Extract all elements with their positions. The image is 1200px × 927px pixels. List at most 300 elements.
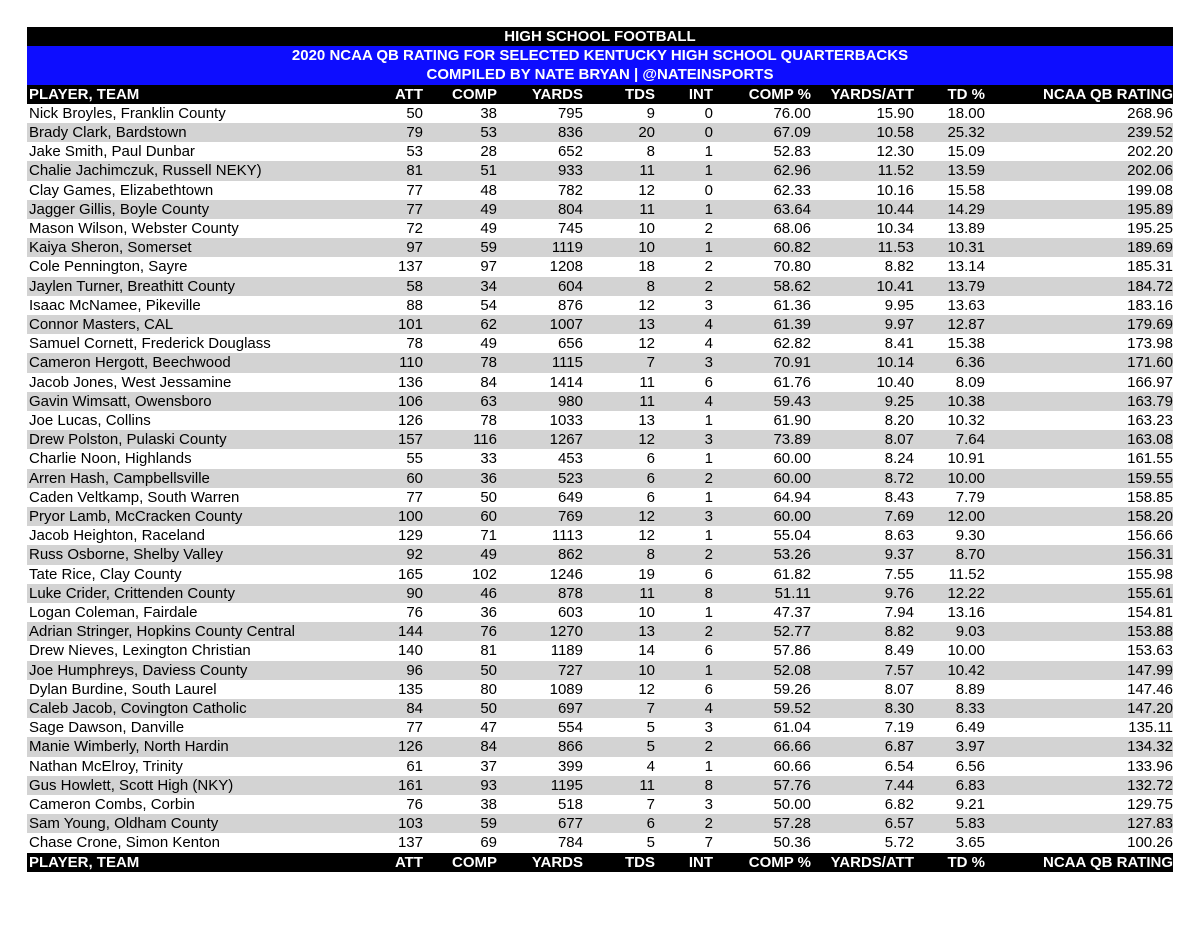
cell-att: 136 xyxy=(397,373,423,391)
cell-att: 53 xyxy=(406,143,423,161)
cell-td-pct: 13.79 xyxy=(914,277,985,296)
cell-td-pct: 3.97 xyxy=(914,737,985,756)
cell-int: 3 xyxy=(655,353,713,372)
cell-ncaa-qb-rating: 147.46 xyxy=(1127,680,1173,698)
cell-player-team: Adrian Stringer, Hopkins County Central xyxy=(27,622,357,641)
cell-comp: 37 xyxy=(480,757,497,775)
footer-column-header-comp-pct: COMP % xyxy=(713,853,811,872)
cell-ncaa-qb-rating: 195.25 xyxy=(1127,219,1173,237)
cell-tds: 11 xyxy=(583,584,655,603)
cell-comp: 54 xyxy=(480,296,497,314)
cell-int: 6 xyxy=(704,373,713,391)
cell-int: 2 xyxy=(655,622,713,641)
cell-comp-pct: 60.66 xyxy=(773,757,811,775)
table-body xyxy=(27,104,1173,853)
cell-comp: 62 xyxy=(423,315,497,334)
cell-int: 0 xyxy=(655,123,713,142)
cell-tds: 12 xyxy=(583,507,655,526)
cell-comp: 78 xyxy=(480,412,497,430)
cell-tds: 8 xyxy=(646,143,655,161)
cell-att: 90 xyxy=(357,584,423,603)
cell-int: 2 xyxy=(704,219,713,237)
cell-comp-pct: 62.82 xyxy=(773,335,811,353)
cell-ncaa-qb-rating: 129.75 xyxy=(1127,796,1173,814)
cell-yards-per-att: 11.52 xyxy=(811,161,914,180)
cell-tds: 12 xyxy=(638,335,655,353)
cell-tds: 11 xyxy=(583,392,655,411)
cell-player-team: Luke Crider, Crittenden County xyxy=(27,584,357,603)
cell-att: 76 xyxy=(406,796,423,814)
cell-comp: 38 xyxy=(480,104,497,122)
cell-att: 84 xyxy=(357,699,423,718)
cell-int: 6 xyxy=(704,642,713,660)
cell-comp: 116 xyxy=(423,430,497,449)
cell-yards: 604 xyxy=(497,277,583,296)
cell-tds: 9 xyxy=(646,104,655,122)
stats-sheet xyxy=(27,27,1173,872)
cell-yards: 1208 xyxy=(549,258,583,276)
cell-comp-pct: 52.83 xyxy=(773,143,811,161)
cell-comp: 76 xyxy=(423,622,497,641)
cell-tds: 10 xyxy=(638,604,655,622)
cell-player-team: Nick Broyles, Franklin County xyxy=(29,104,226,122)
cell-comp: 51 xyxy=(423,161,497,180)
cell-yards-per-att: 5.72 xyxy=(884,834,914,852)
cell-comp-pct: 62.96 xyxy=(713,161,811,180)
cell-yards: 836 xyxy=(497,123,583,142)
cell-ncaa-qb-rating: 156.31 xyxy=(985,545,1173,564)
cell-int: 3 xyxy=(655,430,713,449)
cell-ncaa-qb-rating: 163.23 xyxy=(1127,412,1173,430)
cell-yards-per-att: 8.20 xyxy=(884,412,914,430)
cell-player-team: Dylan Burdine, South Laurel xyxy=(29,680,217,698)
cell-tds: 14 xyxy=(638,642,655,660)
cell-player-team: Jake Smith, Paul Dunbar xyxy=(29,143,195,161)
cell-tds: 8 xyxy=(583,545,655,564)
cell-int: 8 xyxy=(655,776,713,795)
cell-int: 0 xyxy=(704,104,713,122)
cell-int: 1 xyxy=(704,488,713,506)
column-header-tds: TDS xyxy=(583,85,655,104)
cell-player-team: Russ Osborne, Shelby Valley xyxy=(27,545,357,564)
cell-att: 129 xyxy=(397,527,423,545)
cell-td-pct: 9.21 xyxy=(955,796,985,814)
cell-int: 1 xyxy=(704,527,713,545)
cell-td-pct: 10.38 xyxy=(914,392,985,411)
cell-player-team: Sam Young, Oldham County xyxy=(27,814,357,833)
cell-int: 2 xyxy=(655,469,713,488)
cell-player-team: Jagger Gillis, Boyle County xyxy=(27,200,357,219)
cell-att: 50 xyxy=(406,104,423,122)
table-row xyxy=(27,315,1173,334)
cell-yards-per-att: 12.30 xyxy=(876,143,914,161)
cell-tds: 13 xyxy=(583,622,655,641)
cell-int: 1 xyxy=(655,238,713,257)
cell-ncaa-qb-rating: 158.85 xyxy=(1127,488,1173,506)
cell-att: 106 xyxy=(357,392,423,411)
cell-tds: 12 xyxy=(638,680,655,698)
cell-att: 144 xyxy=(357,622,423,641)
cell-tds: 4 xyxy=(646,757,655,775)
cell-comp-pct: 66.66 xyxy=(713,737,811,756)
cell-att: 61 xyxy=(406,757,423,775)
cell-tds: 12 xyxy=(638,527,655,545)
cell-ncaa-qb-rating: 100.26 xyxy=(1127,834,1173,852)
cell-td-pct: 8.09 xyxy=(955,373,985,391)
cell-comp-pct: 47.37 xyxy=(773,604,811,622)
sheet-subtitle: 2020 NCAA QB RATING FOR SELECTED KENTUCKY HIGH SCHOOL QUARTERBACKS xyxy=(27,46,1173,65)
cell-comp-pct: 67.09 xyxy=(713,123,811,142)
cell-tds: 8 xyxy=(583,277,655,296)
cell-player-team: Jacob Jones, West Jessamine xyxy=(29,373,232,391)
cell-ncaa-qb-rating: 183.16 xyxy=(1127,296,1173,314)
cell-tds: 10 xyxy=(583,661,655,680)
table-row xyxy=(27,161,1173,180)
cell-att: 79 xyxy=(357,123,423,142)
cell-yards-per-att: 8.24 xyxy=(884,450,914,468)
cell-tds: 11 xyxy=(583,161,655,180)
cell-ncaa-qb-rating: 133.96 xyxy=(1127,757,1173,775)
cell-int: 0 xyxy=(704,181,713,199)
cell-att: 97 xyxy=(357,238,423,257)
cell-tds: 11 xyxy=(583,200,655,219)
cell-player-team: Cameron Hergott, Beechwood xyxy=(27,353,357,372)
cell-comp: 93 xyxy=(423,776,497,795)
cell-comp-pct: 61.90 xyxy=(773,412,811,430)
cell-comp: 34 xyxy=(423,277,497,296)
cell-ncaa-qb-rating: 202.20 xyxy=(1127,143,1173,161)
cell-att: 77 xyxy=(357,200,423,219)
cell-td-pct: 10.32 xyxy=(947,412,985,430)
cell-tds: 5 xyxy=(583,737,655,756)
cell-att: 81 xyxy=(357,161,423,180)
cell-ncaa-qb-rating: 158.20 xyxy=(985,507,1173,526)
cell-comp: 49 xyxy=(423,545,497,564)
cell-yards-per-att: 10.16 xyxy=(876,181,914,199)
column-header-player-team: PLAYER, TEAM xyxy=(27,85,357,104)
table-row xyxy=(27,641,1173,660)
sheet-credit: COMPILED BY NATE BRYAN | @NATEINSPORTS xyxy=(27,65,1173,84)
cell-yards: 453 xyxy=(557,450,583,468)
cell-player-team: Chalie Jachimczuk, Russell NEKY) xyxy=(27,161,357,180)
cell-td-pct: 13.14 xyxy=(947,258,985,276)
cell-td-pct: 6.56 xyxy=(955,757,985,775)
cell-td-pct: 12.22 xyxy=(914,584,985,603)
cell-tds: 12 xyxy=(638,296,655,314)
cell-yards: 399 xyxy=(557,757,583,775)
cell-yards-per-att: 7.94 xyxy=(884,604,914,622)
cell-comp-pct: 73.89 xyxy=(713,430,811,449)
cell-int: 1 xyxy=(704,143,713,161)
cell-player-team: Brady Clark, Bardstown xyxy=(27,123,357,142)
cell-td-pct: 13.16 xyxy=(947,604,985,622)
cell-comp-pct: 64.94 xyxy=(773,488,811,506)
cell-player-team: Logan Coleman, Fairdale xyxy=(29,604,198,622)
table-row xyxy=(27,123,1173,142)
cell-comp: 71 xyxy=(480,527,497,545)
table-row xyxy=(27,392,1173,411)
cell-tds: 13 xyxy=(638,412,655,430)
footer-column-header-tds: TDS xyxy=(583,853,655,872)
cell-ncaa-qb-rating: 163.08 xyxy=(985,430,1173,449)
cell-att: 77 xyxy=(406,719,423,737)
cell-player-team: Jacob Heighton, Raceland xyxy=(29,527,205,545)
cell-ncaa-qb-rating: 202.06 xyxy=(985,161,1173,180)
cell-comp-pct: 63.64 xyxy=(713,200,811,219)
cell-int: 3 xyxy=(655,507,713,526)
cell-yards-per-att: 6.54 xyxy=(884,757,914,775)
cell-yards-per-att: 8.82 xyxy=(811,622,914,641)
cell-td-pct: 12.00 xyxy=(914,507,985,526)
cell-player-team: Drew Nieves, Lexington Christian xyxy=(29,642,251,660)
column-header-comp-pct: COMP % xyxy=(713,85,811,104)
cell-yards: 1414 xyxy=(549,373,583,391)
table-row xyxy=(27,507,1173,526)
cell-ncaa-qb-rating: 161.55 xyxy=(1127,450,1173,468)
table-row xyxy=(27,449,1173,468)
cell-td-pct: 7.64 xyxy=(914,430,985,449)
cell-att: 140 xyxy=(397,642,423,660)
cell-yards: 795 xyxy=(557,104,583,122)
cell-ncaa-qb-rating: 173.98 xyxy=(1127,335,1173,353)
table-row xyxy=(27,718,1173,737)
cell-yards-per-att: 10.58 xyxy=(811,123,914,142)
cell-comp: 47 xyxy=(480,719,497,737)
column-header-yards-per-att: YARDS/ATT xyxy=(811,85,914,104)
cell-td-pct: 13.63 xyxy=(947,296,985,314)
cell-ncaa-qb-rating: 166.97 xyxy=(1127,373,1173,391)
cell-comp-pct: 57.28 xyxy=(713,814,811,833)
cell-yards: 866 xyxy=(497,737,583,756)
cell-yards: 1189 xyxy=(550,642,583,660)
cell-td-pct: 10.31 xyxy=(914,238,985,257)
table-row xyxy=(27,181,1173,200)
cell-comp: 48 xyxy=(480,181,497,199)
cell-player-team: Chase Crone, Simon Kenton xyxy=(29,834,220,852)
cell-tds: 11 xyxy=(583,776,655,795)
cell-player-team: Drew Polston, Pulaski County xyxy=(27,430,357,449)
cell-td-pct: 14.29 xyxy=(914,200,985,219)
cell-yards: 656 xyxy=(557,335,583,353)
cell-yards: 727 xyxy=(497,661,583,680)
cell-tds: 5 xyxy=(646,719,655,737)
cell-td-pct: 3.65 xyxy=(955,834,985,852)
table-row xyxy=(27,584,1173,603)
cell-int: 7 xyxy=(704,834,713,852)
cell-comp: 49 xyxy=(480,219,497,237)
column-header-row xyxy=(27,85,1173,104)
cell-att: 101 xyxy=(357,315,423,334)
cell-comp-pct: 70.80 xyxy=(773,258,811,276)
cell-td-pct: 6.36 xyxy=(914,353,985,372)
table-row xyxy=(27,373,1173,392)
footer-column-header-att: ATT xyxy=(357,853,423,872)
cell-td-pct: 9.03 xyxy=(914,622,985,641)
cell-yards-per-att: 10.41 xyxy=(811,277,914,296)
cell-att: 76 xyxy=(406,604,423,622)
cell-ncaa-qb-rating: 184.72 xyxy=(985,277,1173,296)
cell-yards-per-att: 9.76 xyxy=(811,584,914,603)
table-row xyxy=(27,488,1173,507)
cell-ncaa-qb-rating: 189.69 xyxy=(985,238,1173,257)
cell-yards-per-att: 6.82 xyxy=(884,796,914,814)
cell-att: 100 xyxy=(357,507,423,526)
cell-yards-per-att: 8.41 xyxy=(884,335,914,353)
cell-comp-pct: 61.04 xyxy=(773,719,811,737)
cell-ncaa-qb-rating: 159.55 xyxy=(985,469,1173,488)
cell-yards-per-att: 7.19 xyxy=(884,719,914,737)
cell-att: 92 xyxy=(357,545,423,564)
cell-int: 2 xyxy=(655,277,713,296)
cell-player-team: Pryor Lamb, McCracken County xyxy=(27,507,357,526)
cell-comp: 97 xyxy=(480,258,497,276)
cell-int: 4 xyxy=(704,335,713,353)
cell-comp: 59 xyxy=(423,814,497,833)
cell-td-pct: 18.00 xyxy=(947,104,985,122)
cell-comp: 84 xyxy=(480,373,497,391)
cell-tds: 7 xyxy=(583,353,655,372)
cell-comp-pct: 61.39 xyxy=(713,315,811,334)
cell-yards-per-att: 10.40 xyxy=(876,373,914,391)
cell-yards-per-att: 8.07 xyxy=(884,680,914,698)
cell-td-pct: 13.59 xyxy=(914,161,985,180)
cell-yards-per-att: 6.57 xyxy=(811,814,914,833)
table-row xyxy=(27,334,1173,353)
cell-yards: 933 xyxy=(497,161,583,180)
cell-ncaa-qb-rating: 155.61 xyxy=(985,584,1173,603)
cell-td-pct: 10.91 xyxy=(947,450,985,468)
cell-yards: 1195 xyxy=(497,776,583,795)
table-header-bottom xyxy=(27,853,1173,872)
cell-td-pct: 9.30 xyxy=(955,527,985,545)
cell-yards-per-att: 9.97 xyxy=(811,315,914,334)
column-header-att: ATT xyxy=(357,85,423,104)
cell-ncaa-qb-rating: 195.89 xyxy=(985,200,1173,219)
cell-yards: 603 xyxy=(557,604,583,622)
cell-tds: 10 xyxy=(583,238,655,257)
cell-comp-pct: 70.91 xyxy=(713,353,811,372)
table-row xyxy=(27,469,1173,488)
cell-player-team: Charlie Noon, Highlands xyxy=(29,450,192,468)
cell-player-team: Connor Masters, CAL xyxy=(27,315,357,334)
cell-yards-per-att: 9.95 xyxy=(884,296,914,314)
cell-int: 6 xyxy=(704,565,713,583)
cell-td-pct: 10.42 xyxy=(914,661,985,680)
table-row xyxy=(27,814,1173,833)
cell-yards-per-att: 10.34 xyxy=(876,219,914,237)
cell-int: 3 xyxy=(704,796,713,814)
cell-ncaa-qb-rating: 199.08 xyxy=(1127,181,1173,199)
cell-player-team: Arren Hash, Campbellsville xyxy=(27,469,357,488)
cell-att: 96 xyxy=(357,661,423,680)
cell-player-team: Manie Wimberly, North Hardin xyxy=(27,737,357,756)
column-header-comp: COMP xyxy=(423,85,497,104)
cell-ncaa-qb-rating: 156.66 xyxy=(1127,527,1173,545)
cell-int: 4 xyxy=(655,699,713,718)
cell-yards-per-att: 10.14 xyxy=(811,353,914,372)
cell-td-pct: 10.00 xyxy=(914,469,985,488)
table-header-top xyxy=(27,85,1173,104)
cell-comp-pct: 68.06 xyxy=(773,219,811,237)
cell-int: 1 xyxy=(704,757,713,775)
cell-td-pct: 15.38 xyxy=(947,335,985,353)
cell-yards: 697 xyxy=(497,699,583,718)
table-row xyxy=(27,104,1173,123)
cell-ncaa-qb-rating: 239.52 xyxy=(985,123,1173,142)
cell-att: 88 xyxy=(406,296,423,314)
footer-column-header-yards: YARDS xyxy=(497,853,583,872)
cell-int: 4 xyxy=(655,392,713,411)
cell-comp: 78 xyxy=(423,353,497,372)
cell-yards-per-att: 9.25 xyxy=(811,392,914,411)
cell-int: 2 xyxy=(655,737,713,756)
cell-yards: 1033 xyxy=(549,412,583,430)
cell-att: 58 xyxy=(357,277,423,296)
cell-player-team: Nathan McElroy, Trinity xyxy=(29,757,183,775)
cell-player-team: Jaylen Turner, Breathitt County xyxy=(27,277,357,296)
cell-player-team: Joe Humphreys, Daviess County xyxy=(27,661,357,680)
cell-tds: 10 xyxy=(638,219,655,237)
cell-yards-per-att: 8.30 xyxy=(811,699,914,718)
cell-td-pct: 10.00 xyxy=(947,642,985,660)
footer-column-header-row xyxy=(27,853,1173,872)
cell-ncaa-qb-rating: 153.63 xyxy=(1127,642,1173,660)
cell-int: 1 xyxy=(704,450,713,468)
cell-ncaa-qb-rating: 163.79 xyxy=(985,392,1173,411)
cell-comp-pct: 60.00 xyxy=(713,469,811,488)
cell-int: 8 xyxy=(655,584,713,603)
cell-att: 78 xyxy=(406,335,423,353)
cell-yards: 878 xyxy=(497,584,583,603)
cell-yards-per-att: 8.72 xyxy=(811,469,914,488)
cell-yards: 1007 xyxy=(497,315,583,334)
cell-yards-per-att: 10.44 xyxy=(811,200,914,219)
cell-comp: 50 xyxy=(480,488,497,506)
cell-comp-pct: 58.62 xyxy=(713,277,811,296)
cell-comp-pct: 60.00 xyxy=(713,507,811,526)
cell-yards: 782 xyxy=(557,181,583,199)
cell-int: 1 xyxy=(704,412,713,430)
cell-att: 110 xyxy=(357,353,423,372)
cell-comp-pct: 76.00 xyxy=(773,104,811,122)
table-row xyxy=(27,680,1173,699)
cell-ncaa-qb-rating: 185.31 xyxy=(1127,258,1173,276)
table-row xyxy=(27,411,1173,430)
cell-yards: 1115 xyxy=(497,353,583,372)
cell-tds: 6 xyxy=(646,488,655,506)
cell-comp-pct: 53.26 xyxy=(713,545,811,564)
table-row xyxy=(27,142,1173,161)
cell-td-pct: 8.70 xyxy=(914,545,985,564)
cell-comp-pct: 60.00 xyxy=(773,450,811,468)
cell-int: 6 xyxy=(704,680,713,698)
cell-comp-pct: 62.33 xyxy=(773,181,811,199)
cell-att: 103 xyxy=(357,814,423,833)
cell-int: 2 xyxy=(655,545,713,564)
cell-ncaa-qb-rating: 147.99 xyxy=(985,661,1173,680)
cell-yards: 677 xyxy=(497,814,583,833)
cell-yards-per-att: 15.90 xyxy=(876,104,914,122)
cell-yards-per-att: 7.44 xyxy=(811,776,914,795)
cell-td-pct: 5.83 xyxy=(914,814,985,833)
footer-column-header-player-team: PLAYER, TEAM xyxy=(27,853,357,872)
table-row xyxy=(27,296,1173,315)
table-row xyxy=(27,545,1173,564)
cell-att: 60 xyxy=(357,469,423,488)
cell-comp: 33 xyxy=(480,450,497,468)
cell-ncaa-qb-rating: 132.72 xyxy=(985,776,1173,795)
column-header-td-pct: TD % xyxy=(914,85,985,104)
